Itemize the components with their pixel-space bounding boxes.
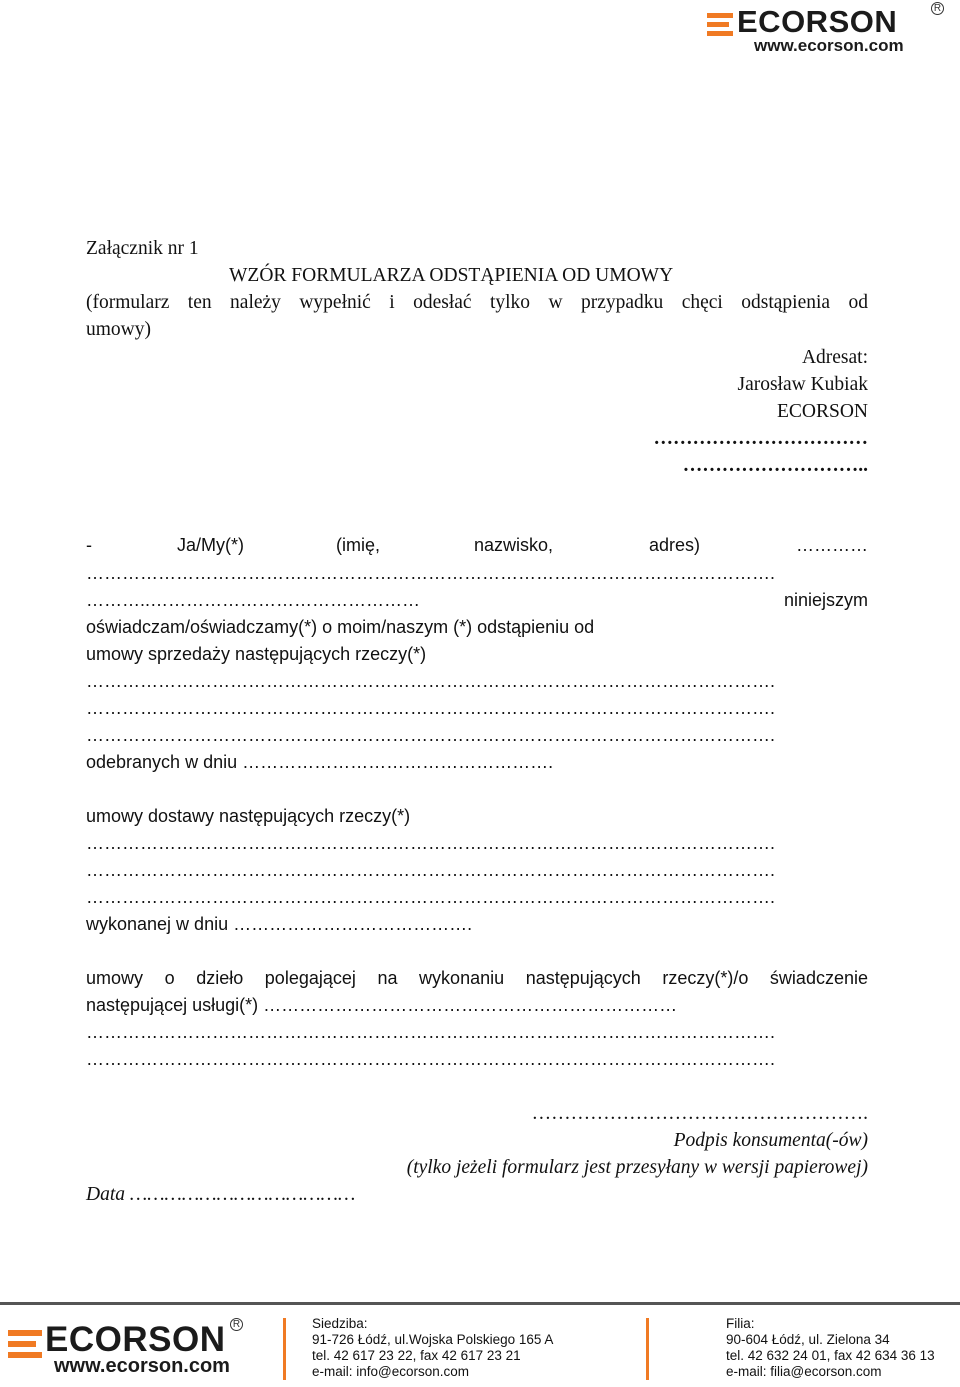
form-subtitle-line2: umowy) (86, 319, 151, 340)
performed-on-line: wykonanej w dniu …………………………………. (86, 914, 473, 934)
delivery-dots-line: ……………………………………………………………………………………………………. (86, 860, 776, 880)
signature-note: (tylko jeżeli formularz jest przesyłany w wersji papierowej) (406, 1157, 868, 1178)
footer-registered-icon: R (230, 1318, 243, 1331)
declaration-dots-b: ………..……………………………………… (86, 590, 421, 610)
header-registered-icon: R (931, 2, 944, 15)
branch-address: 90-604 Łódź, ul. Zielona 34 (726, 1332, 890, 1347)
sale-dots-line: ……………………………………………………………………………………………………. (86, 725, 776, 745)
form-subtitle-line1: (formularz ten należy wypełnić i odesłać tylko w przypadku chęci odstąpienia od (86, 292, 868, 313)
footer-website: www.ecorson.com (54, 1355, 230, 1377)
work-dots-line: ……………………………………………………………………………………………………. (86, 1022, 776, 1042)
attachment-label: Załącznik nr 1 (86, 238, 199, 259)
declaration-line-3: umowy sprzedaży następujących rzeczy(*) (86, 644, 427, 664)
declaration-word-4: adres) (649, 535, 701, 555)
branch-label: Filia: (726, 1316, 755, 1331)
declaration-niniejszym: niniejszym (783, 590, 868, 610)
footer-branch (726, 1316, 935, 1380)
declaration-dots-line: ……………………………………………………………………………………………………. (86, 563, 776, 583)
footer-divider (0, 1302, 960, 1305)
declaration-dots-a: ………… (796, 535, 868, 555)
declaration-prefix: - (86, 535, 92, 555)
work-line-2: następującej usługi(*) …………………………………………………………… (86, 995, 678, 1015)
footer-logo-mark-icon (8, 1330, 42, 1358)
received-on-line: odebranych w dniu ……………………………………………. (86, 752, 554, 772)
work-line-1: umowy o dzieło polegającej na wykonaniu następujących rzeczy(*)/o świadczenie (86, 968, 868, 988)
delivery-label: umowy dostawy następujących rzeczy(*) (86, 806, 411, 826)
declaration-word-2: (imię, (336, 535, 380, 555)
declaration-word-3: nazwisko, (474, 535, 554, 555)
addressee-dots-2: ……………………….. (682, 455, 868, 476)
sale-dots-line: ……………………………………………………………………………………………………. (86, 698, 776, 718)
footer-separator-1 (283, 1318, 286, 1380)
footer-brand-name: ECORSON (45, 1320, 226, 1359)
header-website: www.ecorson.com (754, 36, 904, 55)
branch-phone: tel. 42 632 24 01, fax 42 634 36 13 (726, 1348, 935, 1363)
footer-headquarters (312, 1316, 553, 1380)
delivery-dots-line: ……………………………………………………………………………………………………. (86, 887, 776, 907)
addressee-label: Adresat: (801, 347, 868, 368)
date-line: Data ………………………………… (86, 1184, 356, 1205)
footer-separator-2 (646, 1318, 649, 1380)
sale-dots-line: ……………………………………………………………………………………………………. (86, 671, 776, 691)
declaration-line-2: oświadczam/oświadczamy(*) o moim/naszym (*) odstąpieniu od (86, 617, 595, 637)
addressee-name: Jarosław Kubiak (737, 374, 868, 395)
signature-dots: ……………………………………………. (531, 1103, 868, 1124)
header-brand-name: ECORSON (737, 4, 898, 39)
work-dots-line: ……………………………………………………………………………………………………. (86, 1049, 776, 1069)
delivery-dots-line: ……………………………………………………………………………………………………. (86, 833, 776, 853)
hq-phone: tel. 42 617 23 22, fax 42 617 23 21 (312, 1348, 521, 1363)
declaration-word-1: Ja/My(*) (177, 535, 244, 555)
addressee-company: ECORSON (776, 401, 868, 422)
signature-label: Podpis konsumenta(-ów) (673, 1130, 868, 1151)
branch-email: e-mail: filia@ecorson.com (726, 1364, 882, 1379)
hq-email: e-mail: info@ecorson.com (312, 1364, 470, 1379)
addressee-dots-1: …………………………… (653, 428, 868, 449)
form-title: WZÓR FORMULARZA ODSTĄPIENIA OD UMOWY (229, 265, 674, 286)
hq-label: Siedziba: (312, 1316, 368, 1331)
logo-mark-icon (707, 13, 733, 36)
hq-address: 91-726 Łódź, ul.Wojska Polskiego 165 A (312, 1332, 554, 1347)
